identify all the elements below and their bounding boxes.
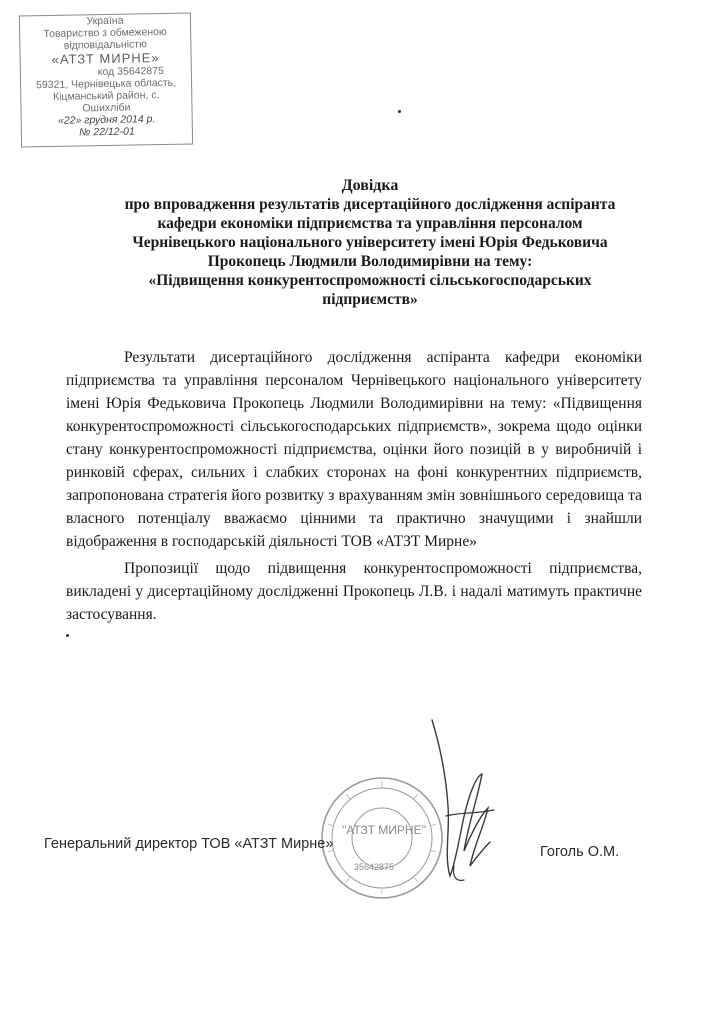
title-heading: Довідка xyxy=(341,177,399,194)
signature-block xyxy=(44,836,644,860)
director-signature xyxy=(410,716,510,886)
letterhead-code: код 35642875 xyxy=(97,64,165,79)
letterhead-address-2: Кіцманський район, с. Ошихліби xyxy=(52,89,160,115)
title-line-6: «Підвищення конкурентоспроможності сільськогосподарських xyxy=(148,272,592,289)
body-paragraph-2: Пропозиції щодо підвищення конкурентоспроможності підприємства, викладені у дисертаційному дослідженні Прокопець Л.В. і надалі матимуть практичне застосування. xyxy=(66,560,642,623)
letterhead-number: № 22/12-01 xyxy=(78,125,135,139)
scan-speck xyxy=(66,634,69,637)
letterhead-org-type-2: відповідальністю xyxy=(63,38,148,52)
scan-speck xyxy=(398,110,401,113)
letterhead-brand: «АТЗТ МИРНЕ» xyxy=(51,50,160,67)
document-body xyxy=(66,346,642,626)
letterhead-country: Україна xyxy=(86,14,124,28)
seal-center-text: "АТЗТ МИРНЕ" xyxy=(342,823,426,837)
signer-position: Генеральний директор ТОВ «АТЗТ Мирне» xyxy=(44,836,334,852)
letterhead-address-1: 59321, Чернівецька область, xyxy=(35,76,177,92)
body-paragraph-1: Результати дисертаційного дослідження аспіранта кафедри економіки підприємства та управління персоналом Чернівецького національного університету імені Юрія Федьковича Прокопець Людмили Володимирівни на тему: «Підвищення конкурентоспроможності сільськогосподарських підприємств», зокрема щодо оцінки стану конкурентоспроможності підприємства, оцінки його позицій в у виробничій і ринковій сферах, сильних і слабких сторонах на фоні конкурентних підприємств, запропонована стратегія його розвитку з врахуванням змін зовнішнього середовища та власного потенціалу вважаємо цінними та практично значущими і знайшли відображення в господарській діяльності ТОВ «АТЗТ Мирне» xyxy=(66,349,642,550)
title-line-7: підприємств» xyxy=(322,291,418,308)
signer-name: Гоголь О.М. xyxy=(540,844,620,860)
title-line-3: кафедри економіки підприємства та управління персоналом xyxy=(157,215,583,232)
title-line-2: про впровадження результатів дисертаційного дослідження аспіранта xyxy=(124,196,616,213)
title-line-5: Прокопець Людмили Володимирівни на тему: xyxy=(207,253,533,270)
letterhead-stamp xyxy=(19,13,193,148)
letterhead-org-type-1: Товариство з обмеженою xyxy=(43,25,167,41)
letterhead-date: «22» грудня 2014 р. xyxy=(57,113,156,127)
seal-code: 35642875 xyxy=(353,862,395,872)
document-title xyxy=(60,176,680,309)
title-line-4: Чернівецького національного університету імені Юрія Федьковича xyxy=(132,234,608,251)
